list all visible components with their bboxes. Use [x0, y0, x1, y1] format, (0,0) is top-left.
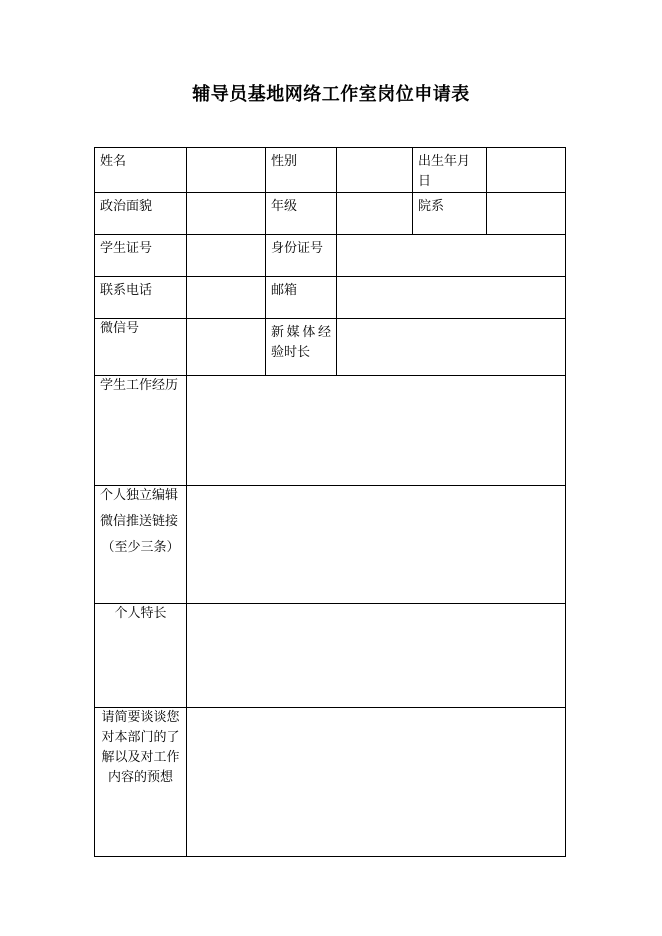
wechat-label: 微信号 [95, 319, 187, 376]
student-work-experience-label: 学生工作经历 [95, 376, 187, 486]
intro-label [95, 708, 187, 857]
intro-label-line2: 对本部门的了 [101, 730, 180, 745]
personal-skills-label: 个人特长 [95, 604, 187, 708]
political-status-label: 政治面貌 [95, 193, 187, 235]
application-form-table [94, 147, 566, 857]
student-id-label: 学生证号 [95, 235, 187, 277]
grade-label: 年级 [266, 193, 337, 235]
wechat-links-label [95, 486, 187, 604]
birth-date-label: 出生年月日 [413, 148, 487, 193]
intro-label-line3: 解以及对工作 [101, 750, 180, 765]
birth-date-field[interactable] [487, 148, 566, 193]
name-label: 姓名 [95, 148, 187, 193]
wechat-links-label-line1: 个人独立编辑 [100, 488, 179, 503]
table-row [95, 708, 566, 857]
political-status-field[interactable] [187, 193, 266, 235]
page-title: 辅导员基地网络工作室岗位申请表 [192, 84, 470, 105]
table-row [95, 193, 566, 235]
grade-field[interactable] [337, 193, 413, 235]
new-media-experience-label-line1: 新媒体经 [271, 325, 331, 340]
student-id-field[interactable] [187, 235, 266, 277]
wechat-links-field[interactable] [187, 486, 566, 604]
table-row [95, 376, 566, 486]
phone-field[interactable] [187, 277, 266, 319]
intro-field[interactable] [187, 708, 566, 857]
phone-label: 联系电话 [95, 277, 187, 319]
table-row [95, 604, 566, 708]
wechat-links-label-line2: 微信推送链接 [100, 514, 179, 529]
id-number-label: 身份证号 [266, 235, 337, 277]
department-label: 院系 [413, 193, 487, 235]
gender-field[interactable] [337, 148, 413, 193]
personal-skills-field[interactable] [187, 604, 566, 708]
id-number-field[interactable] [337, 235, 566, 277]
student-work-experience-field[interactable] [187, 376, 566, 486]
table-row [95, 148, 566, 193]
new-media-experience-field[interactable] [337, 319, 566, 376]
intro-label-line4: 内容的预想 [107, 770, 173, 785]
intro-label-line1: 请简要谈谈您 [101, 710, 180, 725]
new-media-experience-label-line2: 验时长 [271, 345, 311, 360]
name-field[interactable] [187, 148, 266, 193]
department-field[interactable] [487, 193, 566, 235]
email-label: 邮箱 [266, 277, 337, 319]
table-row [95, 277, 566, 319]
wechat-field[interactable] [187, 319, 266, 376]
wechat-links-label-line3: （至少三条） [101, 540, 180, 555]
new-media-experience-label [266, 319, 337, 376]
gender-label: 性别 [266, 148, 337, 193]
email-field[interactable] [337, 277, 566, 319]
table-row [95, 486, 566, 604]
table-row [95, 235, 566, 277]
table-row [95, 319, 566, 376]
